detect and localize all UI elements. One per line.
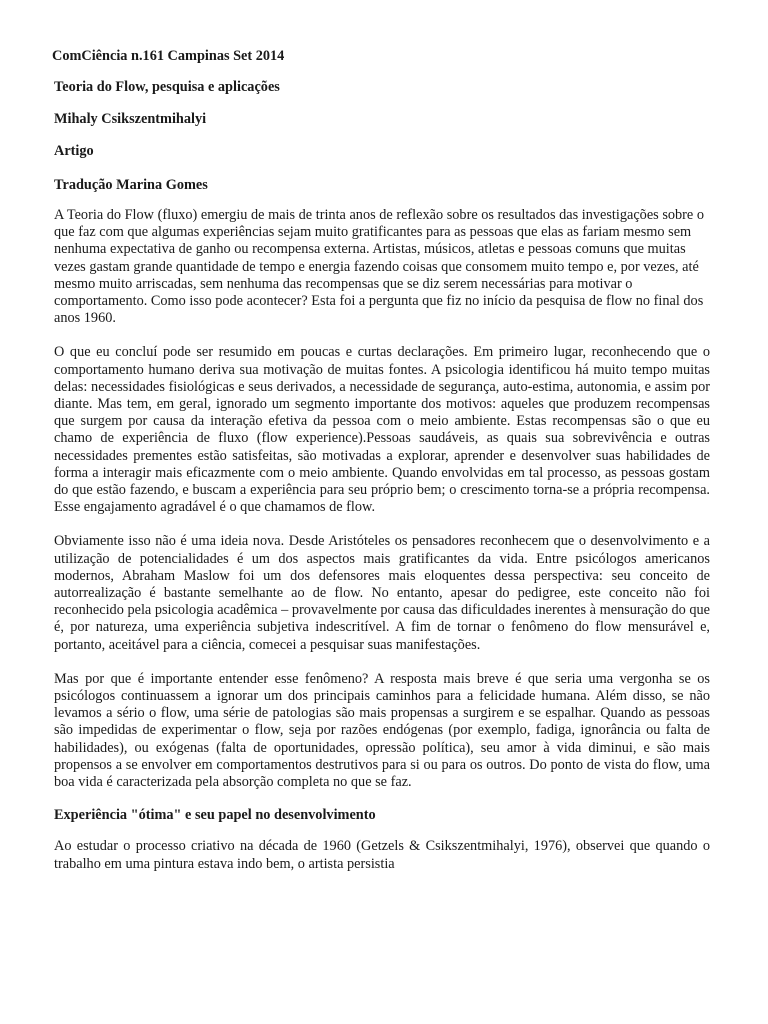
document-page: [52, 46, 710, 873]
paragraph-3: Obviamente isso não é uma ideia nova. Desde Aristóteles os pensadores reconhecem que o desenvolvimento e a utilização de potencialidades é um dos aspectos mais gratificantes da vida. Entre psicólogos americanos modernos, Abraham Maslow foi um dos defensores mais eloquentes dessa perspectiva: seu conceito de autorrealização é bastante semelhante ao de flow. No entanto, apesar do pedigree, este conceito não foi reconhecido pela psicologia acadêmica – provavelmente por causa das dificuldades inerentes à mensuração do que é, por natureza, uma experiência subjetiva indescritível. A fim de tornar o fenômeno do flow mensurável e, portanto, aceitável para a ciência, comecei a pesquisar suas manifestações.: [54, 533, 710, 653]
paragraph-4: Mas por que é importante entender esse fenômeno? A resposta mais breve é que seria uma vergonha se os psicólogos continuassem a ignorar um dos principais caminhos para a felicidade humana. Além disso, se não levamos a sério o flow, uma série de patologias são mais propensas a surgirem e se espalhar. Quando as pessoas são impedidas de experimentar o flow, seja por razões endógenas (por exemplo, fadiga, ignorância ou falta de habilidades), ou exógenas (falta de oportunidades, opressão política), seu amor à vida diminui, e são mais propensos a se envolver em comportamentos destrutivos para si ou para os outros. Do ponto de vista do flow, uma boa vida é caracterizada pela absorção completa no que se faz.: [54, 670, 710, 791]
author-name: Mihaly Csikszentmihalyi: [54, 111, 207, 127]
section-paragraph-1: Ao estudar o processo criativo na década de 1960 (Getzels & Csikszentmihalyi, 1976), observei que quando o trabalho em uma pintura estava indo bem, o artista persistia: [54, 838, 710, 872]
article-type: Artigo: [54, 143, 94, 159]
article-title: Teoria do Flow, pesquisa e aplicações: [54, 79, 280, 95]
publication-line: ComCiência n.161 Campinas Set 2014: [52, 48, 285, 64]
paragraph-1: A Teoria do Flow (fluxo) emergiu de mais de trinta anos de reflexão sobre os resultados das investigações sobre o que faz com que algumas experiências sejam muito gratificantes para as pessoas que elas as fariam mesmo sem nenhuma expectativa de ganho ou recompensa externa. Artistas, músicos, atletas e pessoas comuns que muitas vezes gastam grande quantidade de tempo e energia fazendo coisas que consomem muito tempo e, por vezes, até mesmo muito arriscadas, sem nenhuma das recompensas que se diz serem necessárias para motivar o comportamento. Como isso pode acontecer? Esta foi a pergunta que fiz no início da pesquisa de flow no final dos anos 1960.: [54, 207, 705, 327]
translation-credit: Tradução Marina Gomes: [54, 177, 208, 193]
section-heading: Experiência "ótima" e seu papel no desenvolvimento: [54, 807, 376, 824]
paragraph-2: O que eu concluí pode ser resumido em poucas e curtas declarações. Em primeiro lugar, reconhecendo que o comportamento humano deriva sua motivação de muitas fontes. A psicologia identificou há muito tempo muitas delas: necessidades fisiológicas e seus derivados, a necessidade de segurança, auto-estima, autonomia, e assim por diante. Mas tem, em geral, ignorado um segmento importante dos motivos: aqueles que produzem recompensas que surgem por causa da interação efetiva da pessoa com o meio ambiente. Estas recompensas são o que eu chamo de experiência de fluxo (flow experience).Pessoas saudáveis, as quais sua sobrevivência e outras necessidades prementes estão satisfeitas, são motivadas a explorar, aprender e desenvolver suas habilidades de forma a interagir mais eficazmente com o meio ambiente. Quando envolvidas em tal processo, as pessoas gostam do que estão fazendo, e buscam a experiência para seu próprio bem; o crescimento torna-se a própria recompensa. Esse engajamento agradável é o que chamamos de flow.: [54, 344, 710, 516]
